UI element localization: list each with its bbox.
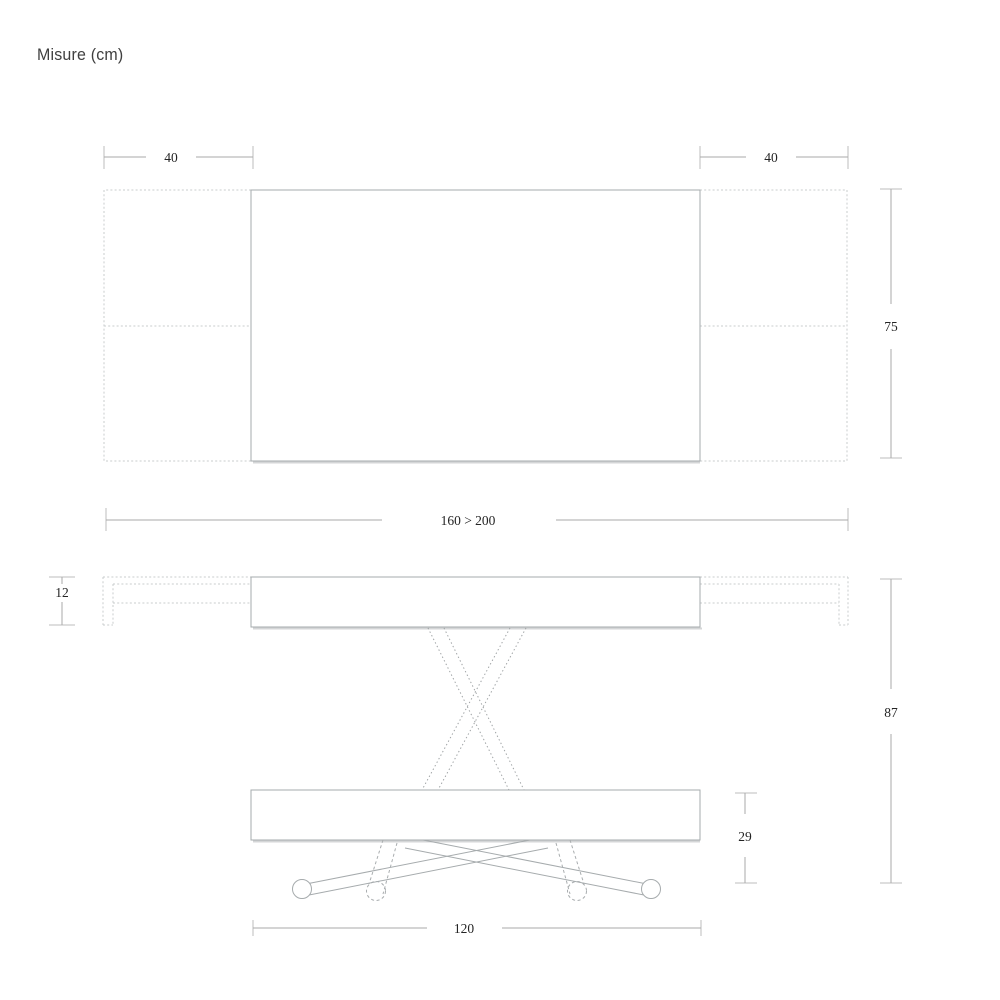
top-view-tabletop (251, 190, 700, 461)
dimension-height-closed-29 (735, 793, 757, 883)
side-view-tabletop-raised (251, 577, 700, 627)
left-foot-wheel-dashed (367, 882, 386, 901)
top-view (104, 146, 902, 531)
folded-legs-dashed (367, 840, 587, 901)
dimension-label-base-length: 120 (453, 921, 475, 936)
dimension-left-leaf-40 (104, 146, 253, 169)
right-foot-wheel-dashed (568, 882, 587, 901)
dimension-label-height-closed: 29 (738, 829, 752, 844)
dimension-thickness-12 (49, 577, 75, 625)
dimension-length-160-200 (106, 508, 848, 531)
left-foot-wheel (293, 880, 312, 899)
side-view (49, 577, 902, 936)
scissor-legs-open-position (422, 628, 526, 790)
folded-legs-solid (293, 840, 661, 899)
dimension-label-left-leaf: 40 (164, 150, 178, 165)
dimension-label-right-leaf: 40 (764, 150, 778, 165)
top-view-right-extension-leaf (700, 190, 847, 461)
dimension-height-open-87 (880, 579, 902, 883)
dimension-base-120 (253, 920, 701, 936)
dimension-label-thickness: 12 (55, 585, 69, 600)
page-title: Misure (cm) (37, 45, 124, 64)
top-view-left-extension-leaf (104, 190, 251, 461)
dimension-right-leaf-40 (700, 146, 848, 169)
side-view-left-folded-leaf (103, 577, 251, 625)
dimension-label-depth: 75 (884, 319, 898, 334)
side-view-platform-lowered (251, 790, 700, 840)
side-view-right-folded-leaf (700, 577, 848, 625)
dimension-label-height-open: 87 (884, 705, 898, 720)
dimension-depth-75 (880, 189, 902, 458)
right-foot-wheel (642, 880, 661, 899)
dimension-label-length-range: 160 > 200 (440, 513, 496, 528)
